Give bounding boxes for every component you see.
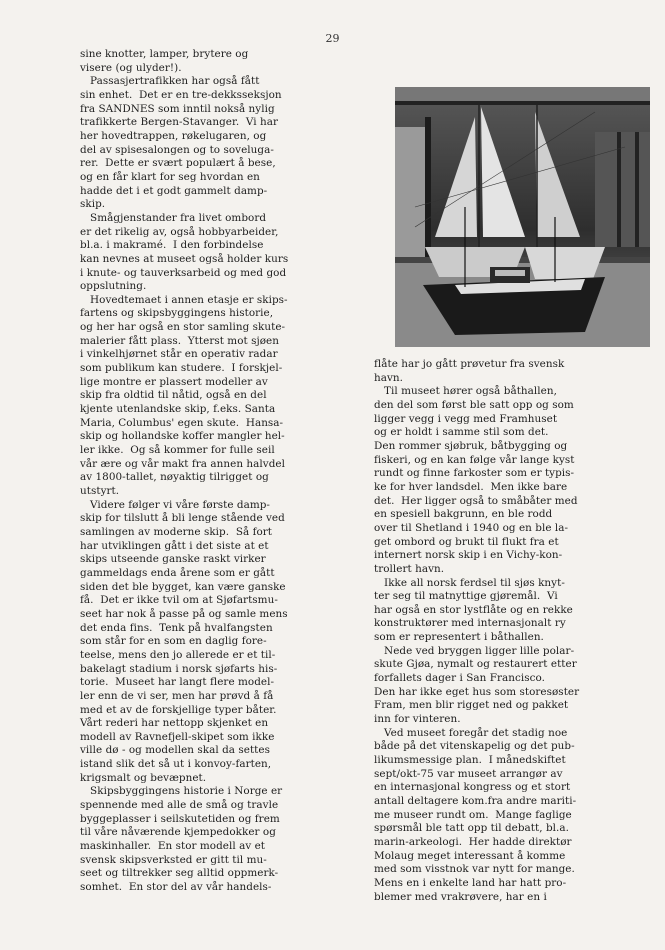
text-line: ke for hver landsdel. Men ikke bare bbox=[374, 480, 568, 493]
text-line: spennende med alle de små og travle bbox=[80, 799, 279, 812]
text-line: få. Det er ikke tvil om at Sjøfartsmu- bbox=[80, 594, 278, 607]
text-line: sin enhet. Det er en tre-dekksseksjon bbox=[80, 88, 282, 101]
text-line: i knute- og tauverksarbeid og med god bbox=[80, 266, 287, 279]
text-line: samlingen av moderne skip. Så fort bbox=[80, 525, 273, 538]
ship-models-illustration bbox=[395, 87, 650, 347]
text-line: somhet. En stor del av vår handels- bbox=[80, 881, 272, 894]
text-line: Videre følger vi våre første damp- bbox=[80, 498, 270, 511]
text-line: modell av Ravnefjell-skipet som ikke bbox=[80, 730, 275, 743]
text-line: get ombord og brukt til flukt fra et bbox=[374, 535, 559, 548]
text-line: Ikke all norsk ferdsel til sjøs knyt- bbox=[374, 576, 565, 589]
text-line: Fram, men blir rigget ned og pakket bbox=[374, 699, 569, 712]
page-number: 29 bbox=[325, 32, 340, 45]
text-line: kjente utenlandske skip, f.eks. Santa bbox=[80, 403, 276, 416]
text-line: Skipsbyggingens historie i Norge er bbox=[80, 785, 283, 798]
text-line: kan nevnes at museet også holder kurs bbox=[80, 252, 289, 265]
text-line: internert norsk skip i en Vichy-kon- bbox=[374, 549, 563, 562]
text-line: som er representert i båthallen. bbox=[374, 631, 544, 644]
text-line: har utviklingen gått i det siste at et bbox=[80, 539, 269, 552]
text-line: Mens en i enkelte land har hatt pro- bbox=[374, 876, 567, 889]
text-line: en spesiell bakgrunn, en ble rodd bbox=[374, 508, 553, 521]
ship-models-photo bbox=[395, 87, 650, 347]
text-line: og er holdt i samme stil som det. bbox=[374, 426, 549, 439]
text-line: maskinhaller. En stor modell av et bbox=[80, 840, 266, 853]
text-line: malerier fått plass. Ytterst mot sjøen bbox=[80, 334, 279, 347]
text-line: marin-arkeologi. Her hadde direktør bbox=[374, 835, 572, 848]
text-line: fartens og skipsbyggingens historie, bbox=[80, 307, 274, 320]
text-line: til våre nåværende kjempedokker og bbox=[80, 826, 276, 839]
text-line: Nede ved bryggen ligger lille polar- bbox=[374, 644, 575, 657]
text-line: byggeplasser i seilskutetiden og frem bbox=[80, 812, 280, 825]
left-text-column bbox=[80, 48, 380, 895]
text-line: sine knotter, lamper, brytere og bbox=[80, 48, 249, 60]
text-line: trollert havn. bbox=[374, 562, 445, 575]
text-line: både på det vitenskapelig og det pub- bbox=[374, 740, 575, 753]
text-line: trafikkerte Bergen-Stavanger. Vi har bbox=[80, 116, 279, 129]
text-line: torie. Museet har langt flere model- bbox=[80, 676, 275, 689]
text-line: sept/okt-75 var museet arrangør av bbox=[374, 767, 563, 780]
text-line: av 1800-tallet, nøyaktig tilrigget og bbox=[80, 471, 269, 484]
text-line: Maria, Columbus' egen skute. Hansa- bbox=[80, 416, 284, 429]
text-line: forfallets dager i San Francisco. bbox=[374, 672, 545, 685]
text-line: utstyrt. bbox=[80, 485, 120, 497]
text-line: vår ære og vår makt fra annen halvdel bbox=[80, 457, 285, 470]
text-line: spørsmål ble tatt opp til debatt, bl.a. bbox=[374, 822, 569, 835]
text-line: ler enn de vi ser, men har prøvd å få bbox=[80, 689, 274, 702]
text-line: har også en stor lystflåte og en rekke bbox=[374, 603, 573, 616]
text-line: inn for vinteren. bbox=[374, 713, 461, 726]
text-line: likumsmessige plan. I månedskiftet bbox=[374, 754, 566, 767]
text-line: skute Gjøa, nymalt og restaurert etter bbox=[374, 658, 577, 671]
text-line: er det rikelig av, også hobbyarbeider, bbox=[80, 225, 279, 238]
text-line: rundt og finne farkoster som er typis- bbox=[374, 467, 575, 480]
text-line: fra SANDNES som inntil nokså nylig bbox=[80, 102, 275, 115]
text-line: fiskeri, og en kan følge vår lange kyst bbox=[374, 453, 575, 466]
text-line: bl.a. i makramé. I den forbindelse bbox=[80, 239, 264, 252]
text-line: blemer med vrakrøvere, har en i bbox=[374, 890, 547, 903]
text-line: flåte har jo gått prøvetur fra svensk bbox=[374, 358, 565, 370]
text-line: seet og tiltrekker seg alltid oppmerk- bbox=[80, 867, 279, 880]
text-line: Molaug meget interessant å komme bbox=[374, 849, 566, 862]
text-line: antall deltagere kom.fra andre mariti- bbox=[374, 795, 577, 807]
text-line: ville dø - og modellen skal da settes bbox=[80, 744, 270, 757]
text-line: med som visstnok var nytt for mange. bbox=[374, 863, 575, 876]
right-text-column bbox=[374, 358, 654, 904]
text-line: en internasjonal kongress og et stort bbox=[374, 781, 571, 794]
text-line: skips utseende ganske raskt virker bbox=[80, 553, 266, 566]
text-line: Den rommer sjøbruk, båtbygging og bbox=[374, 439, 568, 452]
text-line: siden det ble bygget, kan være ganske bbox=[80, 580, 286, 593]
text-line: gammeldags enda årene som er gått bbox=[80, 566, 275, 579]
text-line: Ved museet foregår det stadig noe bbox=[374, 726, 568, 739]
text-line: Hovedtemaet i annen etasje er skips- bbox=[80, 293, 288, 306]
text-line: istand slik det så ut i konvoy-farten, bbox=[80, 758, 272, 771]
text-line: Passasjertrafikken har også fått bbox=[80, 75, 260, 88]
text-line: seet har nok å passe på og samle mens bbox=[80, 607, 288, 620]
text-line: skip fra oldtid til nåtid, også en del bbox=[80, 389, 267, 402]
text-line: som står for en som en daglig fore- bbox=[80, 635, 267, 648]
text-line: Smågjenstander fra livet ombord bbox=[80, 211, 267, 224]
text-line: i vinkelhjørnet står en operativ radar bbox=[80, 348, 278, 361]
text-line: skip. bbox=[80, 198, 106, 211]
text-line: ligger vegg i vegg med Framhuset bbox=[374, 412, 558, 425]
text-line: det enda fins. Tenk på hvalfangsten bbox=[80, 621, 273, 634]
text-line: krigsmalt og bevæpnet. bbox=[80, 771, 207, 784]
text-line: del av spisesalongen og to soveluga- bbox=[80, 143, 274, 156]
text-line: og her har også en stor samling skute- bbox=[80, 321, 286, 334]
text-line: Den har ikke eget hus som storesøster bbox=[374, 685, 580, 698]
text-line: lige montre er plassert modeller av bbox=[80, 375, 268, 388]
text-line: som publikum kan studere. I forskjel- bbox=[80, 362, 283, 375]
text-line: over til Shetland i 1940 og en ble la- bbox=[374, 521, 569, 534]
text-line: teelse, mens den jo allerede er et til- bbox=[80, 648, 276, 661]
text-line: ter seg til matnyttige gjøremål. Vi bbox=[374, 590, 558, 603]
text-line: rer. Dette er svært populært å bese, bbox=[80, 157, 276, 170]
text-line: det. Her ligger også to småbåter med bbox=[374, 494, 578, 507]
text-line: visere (og ulyder!). bbox=[80, 61, 182, 74]
text-line: Vårt rederi har nettopp skjenket en bbox=[80, 717, 269, 730]
text-line: skip og hollandske koffer mangler hel- bbox=[80, 430, 285, 443]
text-line: oppslutning. bbox=[80, 280, 147, 293]
text-line: her hovedtrappen, røkelugaren, og bbox=[80, 129, 267, 142]
text-line: med et av de forskjellige typer båter. bbox=[80, 703, 277, 716]
text-line: hadde det i et godt gammelt damp- bbox=[80, 184, 268, 197]
text-line: Til museet hører også båthallen, bbox=[374, 385, 557, 398]
text-line: den del som først ble satt opp og som bbox=[374, 398, 574, 411]
text-line: skip for tilslutt å bli lenge stående ved bbox=[80, 512, 285, 525]
text-line: konstruktører med internasjonalt ry bbox=[374, 617, 566, 630]
text-line: bakelagt stadium i norsk sjøfarts his- bbox=[80, 662, 278, 675]
text-line: ler ikke. Og så kommer for fulle seil bbox=[80, 444, 275, 457]
text-line: svensk skipsverksted er gitt til mu- bbox=[80, 853, 267, 866]
text-line: og en får klart for seg hvordan en bbox=[80, 170, 260, 183]
text-line: havn. bbox=[374, 371, 404, 384]
text-line: me museer rundt om. Mange faglige bbox=[374, 808, 572, 821]
